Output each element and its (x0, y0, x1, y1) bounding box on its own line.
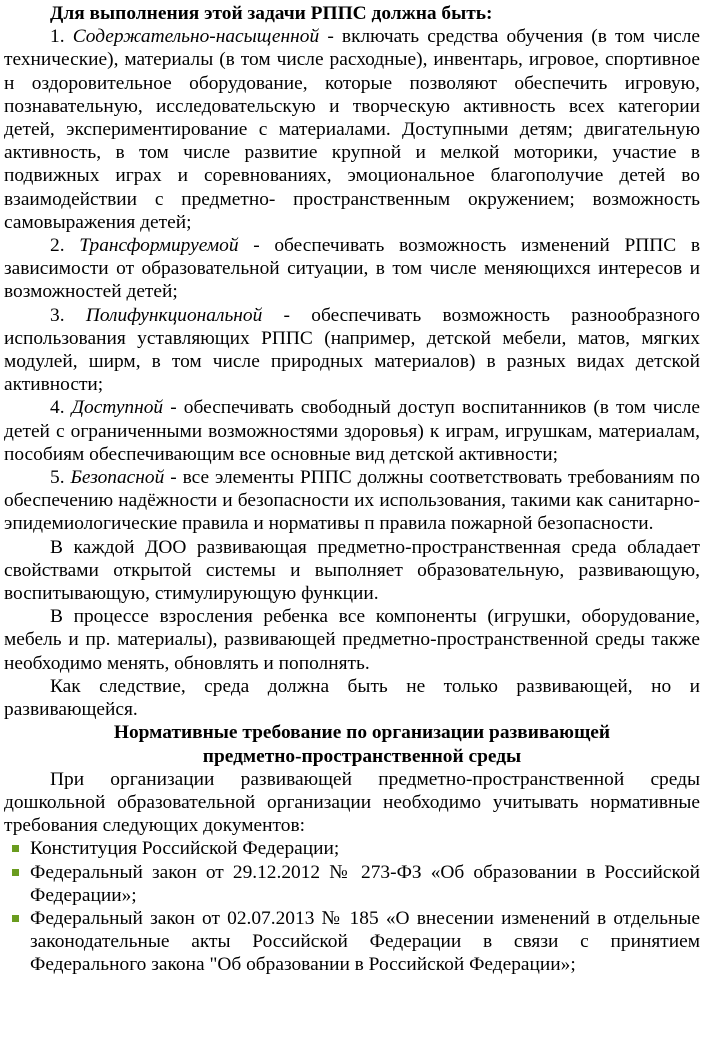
requirement-text: - включать средства обучения (в том числе технические), материалы (в том числе расходные), инвентарь, игровое, спортивное н оздоровительное оборудование, которые позволяют обеспечить игровую, познавательную, исследовательскую и творческую активность всех категории детей, экспериментирование с материалами. Доступными детям; двигательную активность, в том числе развитие крупной и мелкой моторики, участие в подвижных играх и соревнованиях, эмоциональное благополучие детей во взаимодействии с предметно- пространственным окружением; возможность самовыражения детей; (4, 26, 700, 233)
section-heading-line: Нормативные требование по организации развивающей (113, 722, 611, 744)
intro-heading: Для выполнения этой задачи РППС должна быть: (50, 3, 493, 24)
requirement-number: 1. (50, 26, 65, 48)
square-bullet-icon (12, 845, 19, 852)
list-item (4, 861, 700, 907)
requirement-number: 5. (50, 467, 65, 489)
requirement-term: Трансформируемой (79, 235, 239, 257)
list-item (4, 907, 700, 977)
requirement-item (4, 304, 700, 397)
documents-list (4, 837, 700, 976)
list-item (4, 837, 700, 860)
requirement-term: Безопасной (70, 467, 165, 489)
requirement-text: - обеспечивать возможность изменений РППС в зависимости от образовательной ситуации, в том числе меняющихся интересов и возможностей детей; (4, 235, 700, 303)
requirement-term: Доступной (71, 397, 164, 419)
list-item-text: Федеральный закон от 02.07.2013 № 185 «О внесении изменений в отдельные законодательные акты Российской Федерации в связи с принятием Федерального закона "Об образовании в Российской Федерации»; (30, 907, 700, 976)
list-item-text: Федеральный закон от 29.12.2012 № 273-ФЗ «Об образовании в Российской Федерации»; (30, 861, 700, 906)
requirement-term: Полифункциональной (85, 304, 263, 326)
requirement-text: - обеспечивать возможность разнообразного использования уставляющих РППС (например, детской мебели, матов, мягких модулей, ширм, в том числе природных материалов) в разных видах детской активности; (4, 304, 700, 396)
requirement-item (4, 466, 700, 536)
requirement-term: Содержательно-насыщенной (72, 26, 320, 48)
requirement-item (4, 25, 700, 234)
requirement-text: - обеспечивать свободный доступ воспитанников (в том числе детей с ограниченными возможностями здоровья) к играм, игрушкам, материалам, пособиям обеспечивающим все основные вид детской активности; (4, 397, 700, 465)
body-paragraph: В процессе взросления ребенка все компоненты (игрушки, оборудование, мебель и пр. материалы), развивающей предметно-пространственной среды также необходимо менять, обновлять и пополнять. (4, 606, 700, 674)
requirement-number: 3. (50, 304, 65, 326)
requirement-number: 2. (50, 235, 65, 257)
list-item-text: Конституция Российской Федерации; (30, 838, 340, 860)
requirement-text: - все элементы РППС должны соответствовать требованиям по обеспечению надёжности и безопасности их использования, такими как санитарно- эпидемиологические правила и нормативы п правила пожарной безопасности. (4, 467, 700, 535)
square-bullet-icon (12, 869, 19, 876)
body-paragraph: Как следствие, среда должна быть не только развивающей, но и развивающейся. (4, 675, 700, 721)
requirement-item (4, 396, 700, 466)
section-heading (4, 721, 700, 767)
section-heading-line: предметно-пространственной среды (202, 745, 522, 767)
body-paragraph: В каждой ДОО развивающая предметно-пространственная среда обладает свойствами открытой системы и выполняет образовательную, развивающую, воспитывающую, стимулирующую функции. (4, 536, 700, 605)
requirement-number: 4. (50, 397, 65, 419)
section-intro: При организации развивающей предметно-пространственной среды дошкольной образовательной организации необходимо учитывать нормативные требования следующих документов: (4, 768, 700, 837)
square-bullet-icon (12, 915, 19, 922)
requirement-item (4, 234, 700, 304)
